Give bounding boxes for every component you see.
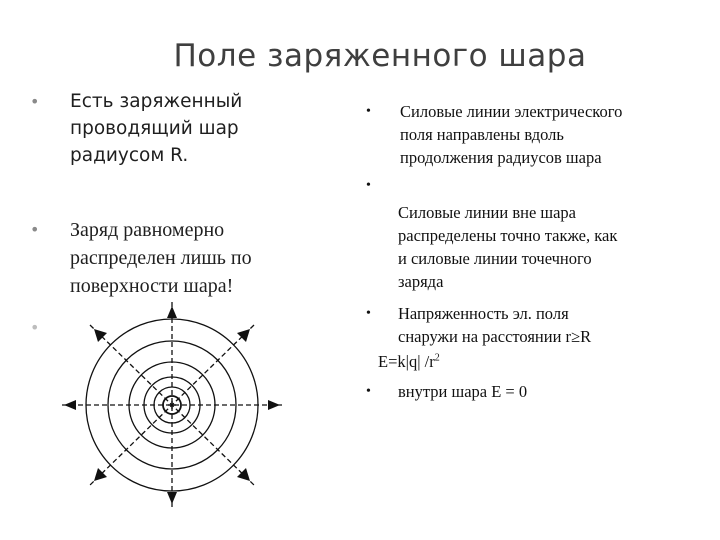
right-item-2-line: распределены точно также, как (398, 226, 618, 245)
right-item-3 (398, 302, 591, 348)
field-formula-main: E=k|q| /r (378, 352, 435, 371)
bullet-icon: • (30, 92, 40, 111)
left-item-2 (70, 216, 252, 300)
right-item-2 (398, 201, 617, 293)
left-item-2-line: Заряд равномерно (70, 219, 225, 241)
right-item-3-line: снаружи на расстоянии r≥R (398, 327, 592, 346)
left-item-1 (70, 88, 242, 169)
right-item-1-line: поля направлены вдоль (400, 125, 564, 144)
bullet-icon: • (30, 220, 40, 239)
right-item-1-line: Силовые линии электрического (400, 102, 623, 121)
right-item-3-line: Напряженность эл. поля (398, 304, 569, 323)
field-formula (378, 350, 440, 373)
bullet-icon: • (366, 178, 371, 193)
bullet-icon: • (30, 318, 40, 337)
left-item-2-line: поверхности шара! (70, 275, 234, 297)
right-item-1 (400, 100, 622, 169)
bullet-icon: • (366, 306, 371, 321)
slide-title: Поле заряженного шара (173, 38, 587, 74)
left-item-1-line: проводящий шар (70, 118, 239, 139)
left-item-1-line: радиусом R. (70, 145, 189, 166)
left-item-1-line: Есть заряженный (70, 91, 243, 112)
right-item-2-line: Силовые линии вне шара (398, 203, 576, 222)
right-item-2-line: и силовые линии точечного (398, 249, 592, 268)
right-item-2-line: заряда (398, 272, 444, 291)
right-item-4: внутри шара E = 0 (398, 382, 528, 401)
bullet-icon: • (366, 104, 371, 119)
bullet-icon: • (366, 384, 371, 399)
field-formula-exponent: 2 (434, 352, 440, 364)
right-item-1-line: продолжения радиусов шара (400, 148, 602, 167)
left-item-2-line: распределен лишь по (70, 247, 252, 269)
charged-sphere-field-lines-icon (50, 300, 290, 515)
